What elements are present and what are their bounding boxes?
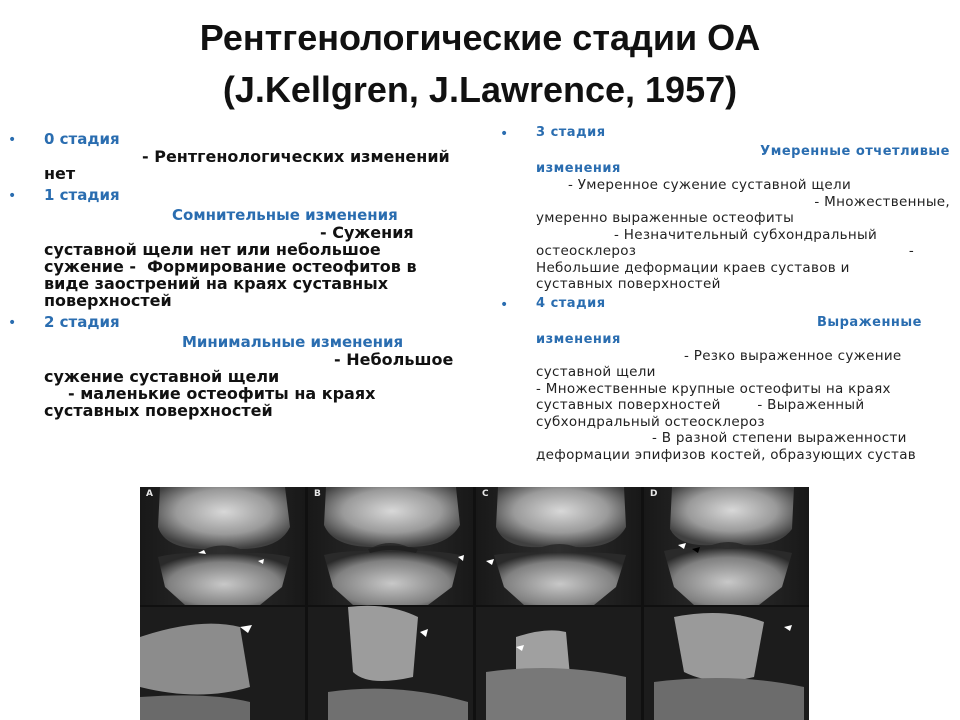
stage-3-subtitle-2: изменения [536, 161, 621, 176]
stage-1-line-5: поверхностей [44, 291, 172, 310]
stage-4-line-7: деформации эпифизов костей, образующих сустав [536, 446, 917, 463]
stage-3-line-5: остеосклероз [536, 243, 637, 259]
stage-3-line-2: - Множественные, [814, 193, 950, 210]
stage-1-line-4: виде заострений на краях суставных [44, 274, 389, 293]
knee-xray-figure [140, 487, 809, 720]
stage-1-line-3: сужение - Формирование остеофитов в [44, 257, 417, 276]
stage-3-subtitle-1: Умеренные отчетливые [760, 144, 950, 159]
bullet: • [500, 296, 509, 313]
stage-2-title: 2 стадия [44, 313, 120, 331]
xray-svg [140, 487, 809, 720]
stage-2-line-1: - Небольшое [334, 350, 454, 369]
stage-1-subtitle: Сомнительные изменения [172, 206, 398, 224]
left-column [8, 130, 463, 419]
stage-3-line-4: - Незначительный субхондральный [614, 226, 878, 243]
xray-label-d: D [650, 489, 658, 499]
stage-0-item [8, 130, 463, 182]
stage-3-line-5-row [536, 243, 950, 260]
stage-4-line-4: суставных поверхностей - Выраженный [536, 397, 865, 413]
xray-label-c: C [482, 489, 489, 499]
title-line-2: (J.Kellgren, J.Lawrence, 1957) [222, 69, 738, 110]
stage-1-line-1: - Сужения [320, 223, 414, 242]
stage-2-line-2: сужение суставной щели [44, 367, 280, 386]
page-title [0, 12, 960, 116]
bullet: • [8, 315, 17, 331]
stage-4-line-1: - Резко выраженное сужение [684, 347, 902, 364]
right-column [500, 124, 950, 463]
xray-panel-d [644, 487, 809, 720]
bullet: • [500, 126, 509, 142]
stage-4-line-6: - В разной степени выраженности [652, 430, 907, 446]
stage-3-item [500, 124, 950, 293]
stage-0-title: 0 стадия [44, 130, 120, 148]
stage-2-line-4: суставных поверхностей [44, 401, 273, 420]
stage-4-line-2: суставной щели [536, 364, 656, 380]
stage-4-line-5: субхондральный остеосклероз [536, 413, 765, 430]
xray-label-b: B [314, 489, 321, 499]
stage-1-line-2: суставной щели нет или небольшое [44, 240, 381, 259]
bullet: • [8, 132, 17, 148]
xray-panel-b [308, 487, 473, 720]
stage-4-subtitle-1: Выраженные [816, 314, 922, 330]
stage-4-title: 4 стадия [536, 295, 606, 311]
stage-1-title: 1 стадия [44, 186, 120, 204]
stage-1-item [8, 186, 463, 309]
bullet: • [8, 188, 17, 204]
stage-2-subtitle: Минимальные изменения [182, 333, 404, 351]
stage-2-line-3: - маленькие остеофиты на краях [68, 384, 376, 403]
stage-3-line-5-dash: - [908, 243, 914, 259]
stage-2-item [8, 313, 463, 419]
xray-panel-a [140, 487, 305, 720]
stage-3-line-3: умеренно выраженные остеофиты [536, 210, 795, 226]
stage-4-subtitle-2: изменения [536, 331, 621, 347]
stage-0-line-2: нет [44, 164, 76, 183]
stage-3-title: 3 стадия [536, 125, 606, 140]
stage-3-line-6: Небольшие деформации краев суставов и [536, 259, 850, 276]
stage-4-item [500, 295, 950, 464]
stage-3-line-1: - Умеренное сужение суставной щели [568, 177, 852, 193]
xray-label-a: A [146, 489, 153, 499]
stage-0-line-1: - Рентгенологических изменений [142, 147, 450, 166]
stage-4-line-3: - Множественные крупные остеофиты на краях [536, 380, 891, 397]
xray-panel-c [476, 487, 641, 720]
stage-3-line-7: суставных поверхностей [536, 276, 721, 292]
title-line-1: Рентгенологические стадии ОА [199, 17, 761, 58]
